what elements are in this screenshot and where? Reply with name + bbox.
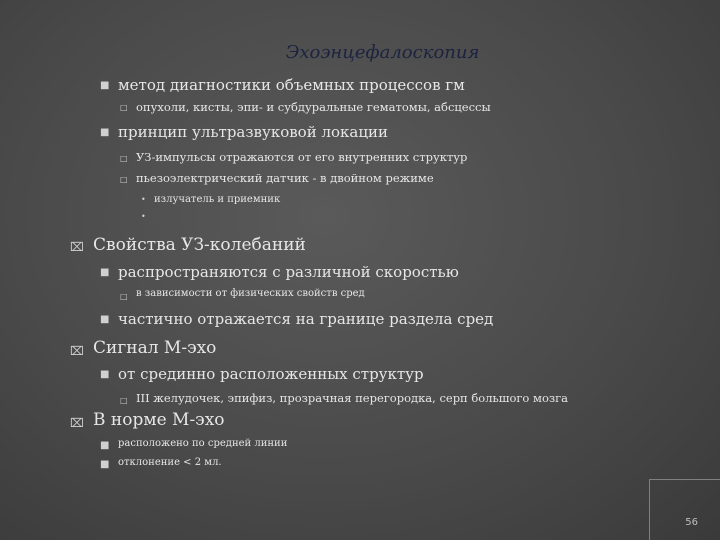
sub-bullet-text: III желудочек, эпифиз, прозрачная перегородка, серп большого мозга	[136, 391, 569, 405]
bullet-text: от срединно расположенных структур	[118, 365, 424, 383]
bullet-text: метод диагностики объемных процессов гм	[118, 76, 465, 94]
bullet-text: отклонение < 2 мл.	[118, 457, 222, 468]
square-bullet-icon: ■	[100, 369, 110, 380]
square-bullet-icon: ■	[100, 440, 110, 451]
square-bullet-icon: ■	[100, 127, 110, 138]
corner-frame	[649, 479, 720, 540]
checkbox-bullet-icon: ⌧	[70, 344, 84, 358]
square-bullet-icon: □	[120, 103, 128, 112]
sub-bullet-text: опухоли, кисты, эпи- и субдуральные гематомы, абсцессы	[136, 100, 491, 114]
square-bullet-icon: ■	[100, 267, 110, 278]
square-bullet-icon: □	[120, 292, 128, 301]
dot-bullet-icon: •	[141, 195, 146, 204]
bullet-text: расположено по средней линии	[118, 438, 288, 449]
page-number: 56	[685, 517, 698, 528]
sub-bullet-text: УЗ-импульсы отражаются от его внутренних структур	[136, 150, 468, 164]
section-heading: Сигнал М-эхо	[93, 338, 217, 358]
square-bullet-icon: □	[120, 175, 128, 184]
sub-bullet-text: в зависимости от физических свойств сред	[136, 288, 365, 299]
square-bullet-icon: ■	[100, 80, 110, 91]
bullet-text: принцип ультразвуковой локации	[118, 123, 388, 141]
slide-title: Эхоэнцефалоскопия	[285, 42, 480, 63]
section-heading: Свойства УЗ-колебаний	[93, 235, 306, 255]
square-bullet-icon: □	[120, 396, 128, 405]
sub-bullet-text: пьезоэлектрический датчик - в двойном режиме	[136, 171, 434, 185]
checkbox-bullet-icon: ⌧	[70, 416, 84, 430]
section-heading: В норме М-эхо	[93, 410, 225, 430]
square-bullet-icon: ■	[100, 314, 110, 325]
sub-sub-bullet-text: излучатель и приемник	[154, 194, 281, 205]
checkbox-bullet-icon: ⌧	[70, 240, 84, 254]
dot-bullet-icon: •	[141, 212, 146, 221]
bullet-text: распространяются с различной скоростью	[118, 263, 459, 281]
square-bullet-icon: ■	[100, 459, 110, 470]
square-bullet-icon: □	[120, 154, 128, 163]
bullet-text: частично отражается на границе раздела сред	[118, 310, 494, 328]
